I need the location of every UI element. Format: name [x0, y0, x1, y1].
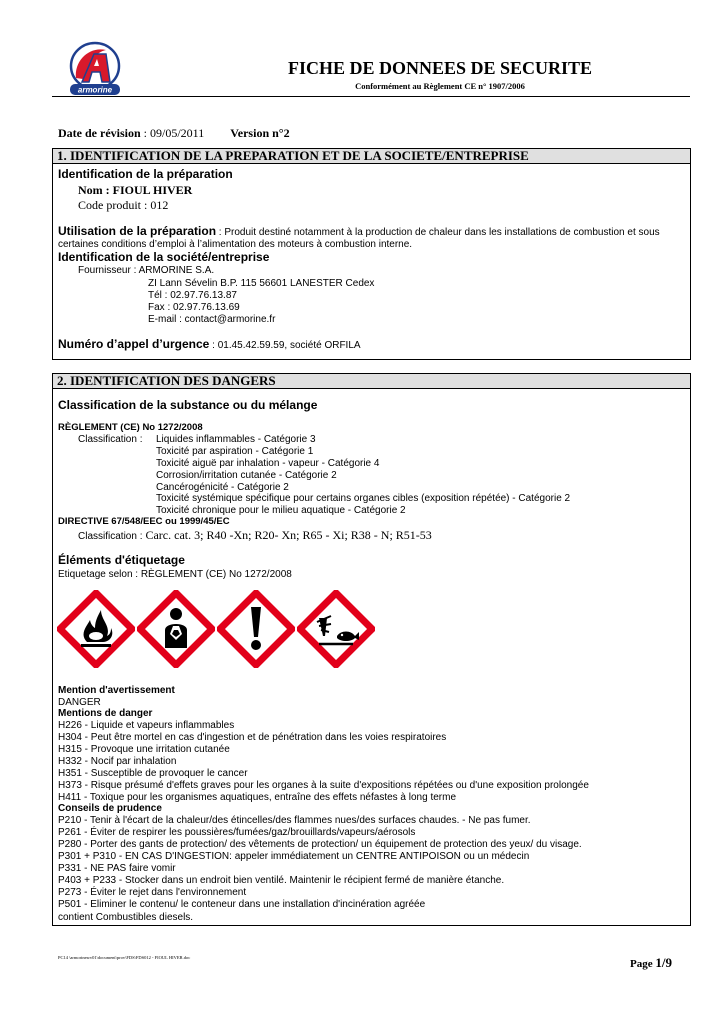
footer-file-path: PC14 \armorinesrv01\document\prov\FDS\FDS012 - FIOUL HIVER.doc — [58, 955, 191, 960]
classification-item: Toxicité aiguë par inhalation - vapeur - Catégorie 4 — [156, 458, 380, 469]
classification-item: Corrosion/irritation cutanée - Catégorie 2 — [156, 470, 337, 481]
classification-heading: Classification de la substance ou du mélange — [58, 398, 318, 412]
hazard-statement: H351 - Susceptible de provoquer le cancer — [58, 768, 248, 779]
armorine-logo — [62, 40, 126, 100]
utilisation-label: Utilisation de la préparation — [58, 224, 217, 238]
supplier-fax: Fax : 02.97.76.13.69 — [148, 302, 240, 313]
page-label: Page — [630, 958, 656, 970]
precautionary-statement: P280 - Porter des gants de protection/ des vêtements de protection/ un équipement de protection des yeux/ du visage. — [58, 839, 582, 850]
etiquetage-line — [58, 569, 292, 581]
emergency-line — [58, 338, 361, 352]
hazard-statement: H373 - Risque présumé d'effets graves pour les organes à la suite d'expositions répétées ou d'une exposition prolongée — [58, 780, 589, 791]
emergency-label: Numéro d’appel d’urgence — [58, 337, 210, 351]
utilisation-text-2: certaines conditions d’emploi à l’alimentation des moteurs à combustion interne. — [58, 239, 413, 250]
section-1-title: 1. IDENTIFICATION DE LA PREPARATION ET DE LA SOCIETE/ENTREPRISE — [53, 149, 690, 164]
document-subtitle: Conformément au Règlement CE n° 1907/2006 — [355, 81, 525, 91]
flame-pictogram — [57, 590, 135, 668]
header-divider — [52, 96, 690, 97]
product-code: Code produit : 012 — [78, 198, 169, 212]
hazard-statement: H304 - Peut être mortel en cas d'ingestion et de pénétration dans les voies respiratoires — [58, 732, 447, 743]
classification-item: Toxicité chronique pour le milieu aquatique - Catégorie 2 — [156, 505, 406, 516]
precautionary-statement: P273 - Éviter le rejet dans l'environnement — [58, 887, 247, 898]
page-value: 1/9 — [655, 955, 672, 970]
section-2-dangers — [52, 373, 691, 926]
revision-date-label: Date de révision — [58, 126, 141, 140]
logo-text: armorine — [77, 85, 113, 95]
contient-note: contient Combustibles diesels. — [58, 912, 194, 923]
etiquetage-value: : RÈGLEMENT (CE) No 1272/2008 — [135, 569, 292, 580]
precautionary-statement: P261 - Éviter de respirer les poussières/fumées/gaz/brouillards/vapeurs/aérosols — [58, 827, 416, 838]
utilisation-text-1: : Produit destiné notamment à la production de chaleur dans les installations de combustion et sous — [216, 227, 660, 238]
classification-label: Classification : — [78, 434, 143, 445]
etiquetage-prefix: Etiquetage selon — [58, 569, 136, 580]
hazard-statement: H332 - Nocif par inhalation — [58, 756, 177, 767]
environment-pictogram — [297, 590, 375, 668]
precautionary-statement: P403 + P233 - Stocker dans un endroit bien ventilé. Maintenir le récipient fermé de manière étanche. — [58, 875, 505, 886]
supplier: Fournisseur : ARMORINE S.A. — [78, 265, 215, 276]
section-2-title: 2. IDENTIFICATION DES DANGERS — [53, 374, 690, 389]
precautionary-statement: P301 + P310 - EN CAS D'INGESTION: appeler immédiatement un CENTRE ANTIPOISON ou un médecin — [58, 851, 530, 862]
directive-class-value: Carc. cat. 3; R40 -Xn; R20- Xn; R65 - Xi; R38 - N; R51-53 — [142, 528, 432, 542]
precautionary-statement: P331 - NE PAS faire vomir — [58, 863, 176, 874]
supplier-phone: Tél : 02.97.76.13.87 — [148, 290, 237, 301]
hazard-statement: H315 - Provoque une irritation cutanée — [58, 744, 230, 755]
directive-label: DIRECTIVE 67/548/EEC ou 1999/45/EC — [58, 516, 230, 527]
classification-item: Toxicité par aspiration - Catégorie 1 — [156, 446, 314, 457]
hazard-statement: H226 - Liquide et vapeurs inflammables — [58, 720, 235, 731]
exclamation-pictogram — [217, 590, 295, 668]
utilisation-line — [58, 225, 660, 239]
health-hazard-pictogram — [137, 590, 215, 668]
directive-classification — [78, 529, 432, 543]
classification-item: Liquides inflammables - Catégorie 3 — [156, 434, 316, 445]
ident-societe-heading: Identification de la société/entreprise — [58, 250, 270, 264]
reglement-label: RÈGLEMENT (CE) No 1272/2008 — [58, 422, 203, 433]
directive-class-label: Classification : — [78, 531, 143, 542]
ident-preparation-heading: Identification de la préparation — [58, 167, 233, 181]
revision-line — [58, 126, 290, 141]
supplier-email: E-mail : contact@armorine.fr — [148, 314, 276, 325]
supplier-address: ZI Lann Sévelin B.P. 115 56601 LANESTER Cedex — [148, 278, 375, 289]
mention-avertissement-heading: Mention d'avertissement — [58, 685, 175, 696]
classification-item: Cancérogénicité - Catégorie 2 — [156, 482, 289, 493]
mention-avertissement-value: DANGER — [58, 697, 101, 708]
precautionary-statement: P501 - Eliminer le contenu/ le conteneur dans une installation d'incinération agréée — [58, 899, 426, 910]
document-title: FICHE DE DONNEES DE SECURITE — [287, 58, 593, 78]
revision-date-value: : 09/05/2011 — [140, 126, 205, 140]
product-name: Nom : FIOUL HIVER — [78, 183, 193, 197]
emergency-number: : 01.45.42.59.59, société ORFILA — [209, 340, 361, 351]
page-number — [630, 955, 672, 971]
conseils-prudence-heading: Conseils de prudence — [58, 803, 162, 814]
elements-etiquetage-heading: Éléments d'étiquetage — [58, 553, 185, 567]
revision-version: Version n°2 — [230, 126, 290, 140]
mentions-danger-heading: Mentions de danger — [58, 708, 153, 719]
section-1-identification — [52, 148, 691, 360]
precautionary-statement: P210 - Tenir à l'écart de la chaleur/des étincelles/des flammes nues/des surfaces chaudes. - Ne pas fumer. — [58, 815, 531, 826]
hazard-statement: H411 - Toxique pour les organismes aquatiques, entraîne des effets néfastes à long terme — [58, 792, 457, 803]
classification-item: Toxicité systémique spécifique pour certains organes cibles (exposition répétée) - Catégorie 2 — [156, 493, 571, 504]
